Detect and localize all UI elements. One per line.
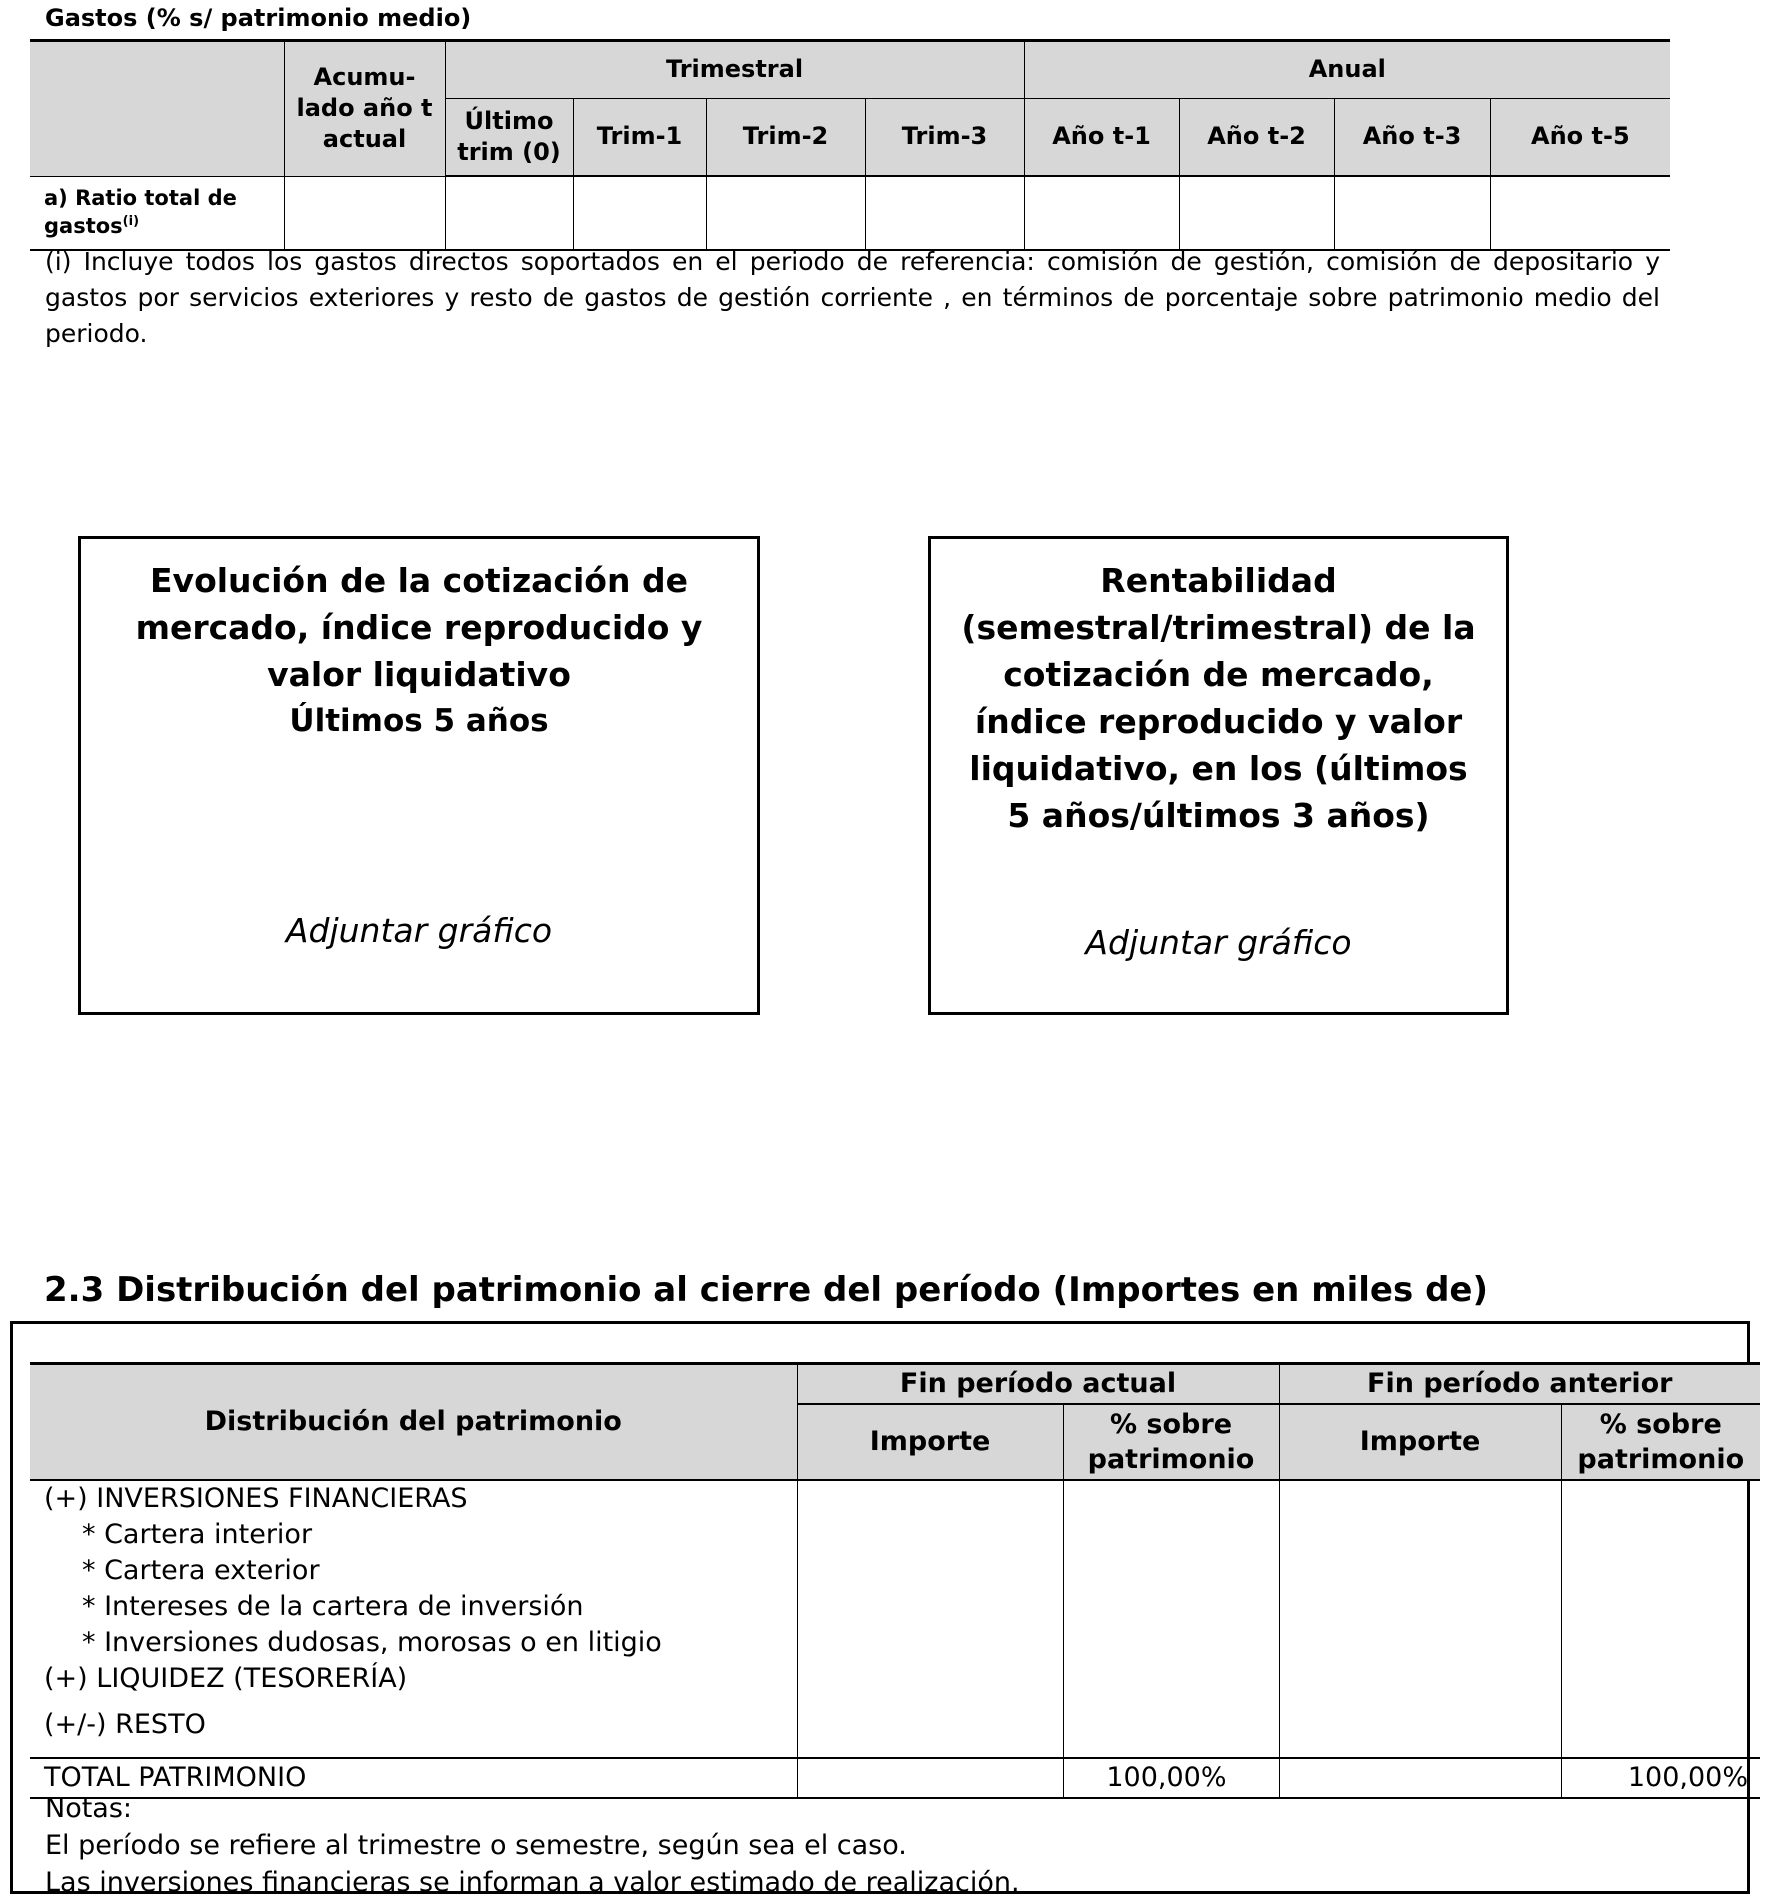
cell-trim-2[interactable] <box>706 176 865 250</box>
total-importe-anterior[interactable] <box>1279 1758 1561 1798</box>
cell-pct-actual[interactable] <box>1063 1480 1279 1758</box>
item-cartera-interior: * Cartera interior <box>82 1519 313 1550</box>
cell-ultimo-trim[interactable] <box>445 176 573 250</box>
cell-pct-anterior[interactable] <box>1561 1480 1760 1758</box>
header-fin-actual: Fin período actual <box>797 1364 1279 1405</box>
attach-chart-placeholder[interactable]: Adjuntar gráfico <box>285 911 553 950</box>
header-importe-actual: Importe <box>797 1404 1063 1480</box>
section-title: 2.3 Distribución del patrimonio al cierre del período (Importes en miles de) <box>44 1270 1489 1310</box>
cell-ano-t-3[interactable] <box>1334 176 1490 250</box>
chart-box-evolucion <box>78 536 760 1015</box>
header-ano-t-5: Año t-5 <box>1490 99 1670 177</box>
cell-importe-actual[interactable] <box>797 1480 1063 1758</box>
item-resto: (+/-) RESTO <box>44 1709 206 1740</box>
chart-box-rentabilidad-title: Rentabilidad (semestral/trimestral) de la cotización de mercado, índice reproducido y valor liquidativo, en los (últimos 5 años/últimos 3 años) <box>961 561 1476 835</box>
item-intereses: * Intereses de la cartera de inversión <box>82 1591 584 1622</box>
notes <box>45 1790 1020 1901</box>
header-acumulado: Acumu-lado año t actual <box>284 41 445 177</box>
total-label: TOTAL PATRIMONIO <box>30 1758 797 1798</box>
chart-box-rentabilidad <box>928 536 1509 1015</box>
distribucion-items <box>30 1480 797 1758</box>
cell-importe-anterior[interactable] <box>1279 1480 1561 1758</box>
header-ano-t-1: Año t-1 <box>1024 99 1179 177</box>
attach-chart-placeholder[interactable]: Adjuntar gráfico <box>1085 923 1352 962</box>
header-ano-t-2: Año t-2 <box>1179 99 1334 177</box>
total-pct-actual: 100,00% <box>1063 1758 1279 1798</box>
distribucion-table <box>30 1362 1760 1799</box>
header-importe-anterior: Importe <box>1279 1404 1561 1480</box>
gastos-title: Gastos (% s/ patrimonio medio) <box>45 4 472 32</box>
header-fin-anterior: Fin período anterior <box>1279 1364 1760 1405</box>
cell-acumulado[interactable] <box>284 176 445 250</box>
cell-ano-t-1[interactable] <box>1024 176 1179 250</box>
item-inversiones-dudosas: * Inversiones dudosas, morosas o en litigio <box>82 1627 662 1658</box>
item-liquidez: (+) LIQUIDEZ (TESORERÍA) <box>44 1663 408 1694</box>
item-cartera-exterior: * Cartera exterior <box>82 1555 320 1586</box>
chart-box-evolucion-title: Evolución de la cotización de mercado, índice reproducido y valor liquidativo <box>135 561 703 694</box>
gastos-table <box>30 39 1670 251</box>
notes-line-inversiones: Las inversiones financieras se informan a valor estimado de realización. <box>45 1867 1020 1898</box>
header-ultimo-trim: Último trim (0) <box>445 99 573 177</box>
table-row <box>30 1480 1760 1758</box>
chart-box-evolucion-subtitle: Últimos 5 años <box>289 703 549 739</box>
header-pct-actual: % sobre patrimonio <box>1063 1404 1279 1480</box>
header-trim-2: Trim-2 <box>706 99 865 177</box>
header-anual: Anual <box>1024 41 1670 99</box>
gastos-footnote: (i) Incluye todos los gastos directos soportados en el periodo de referencia: comisión de gestión, comisión de depositario y gastos por servicios exteriores y resto de gastos de gestión corriente , en términos de porcentaje sobre patrimonio medio del periodo. <box>45 247 1660 348</box>
gastos-header-blank <box>30 41 284 177</box>
cell-trim-3[interactable] <box>865 176 1024 250</box>
header-trim-3: Trim-3 <box>865 99 1024 177</box>
total-pct-anterior: 100,00% <box>1561 1758 1760 1798</box>
header-trim-1: Trim-1 <box>573 99 706 177</box>
ratio-row-label: a) Ratio total de gastos$^{(i)}$ <box>30 176 284 250</box>
item-inversiones-financieras: (+) INVERSIONES FINANCIERAS <box>44 1483 468 1514</box>
cell-ano-t-2[interactable] <box>1179 176 1334 250</box>
header-ano-t-3: Año t-3 <box>1334 99 1490 177</box>
table-row <box>30 176 1670 250</box>
header-pct-anterior: % sobre patrimonio <box>1561 1404 1760 1480</box>
cell-trim-1[interactable] <box>573 176 706 250</box>
notes-line-periodo: El período se refiere al trimestre o semestre, según sea el caso. <box>45 1830 907 1861</box>
header-trimestral: Trimestral <box>445 41 1024 99</box>
notes-heading: Notas: <box>45 1793 133 1824</box>
cell-ano-t-5[interactable] <box>1490 176 1670 250</box>
header-distribucion: Distribución del patrimonio <box>30 1364 797 1481</box>
